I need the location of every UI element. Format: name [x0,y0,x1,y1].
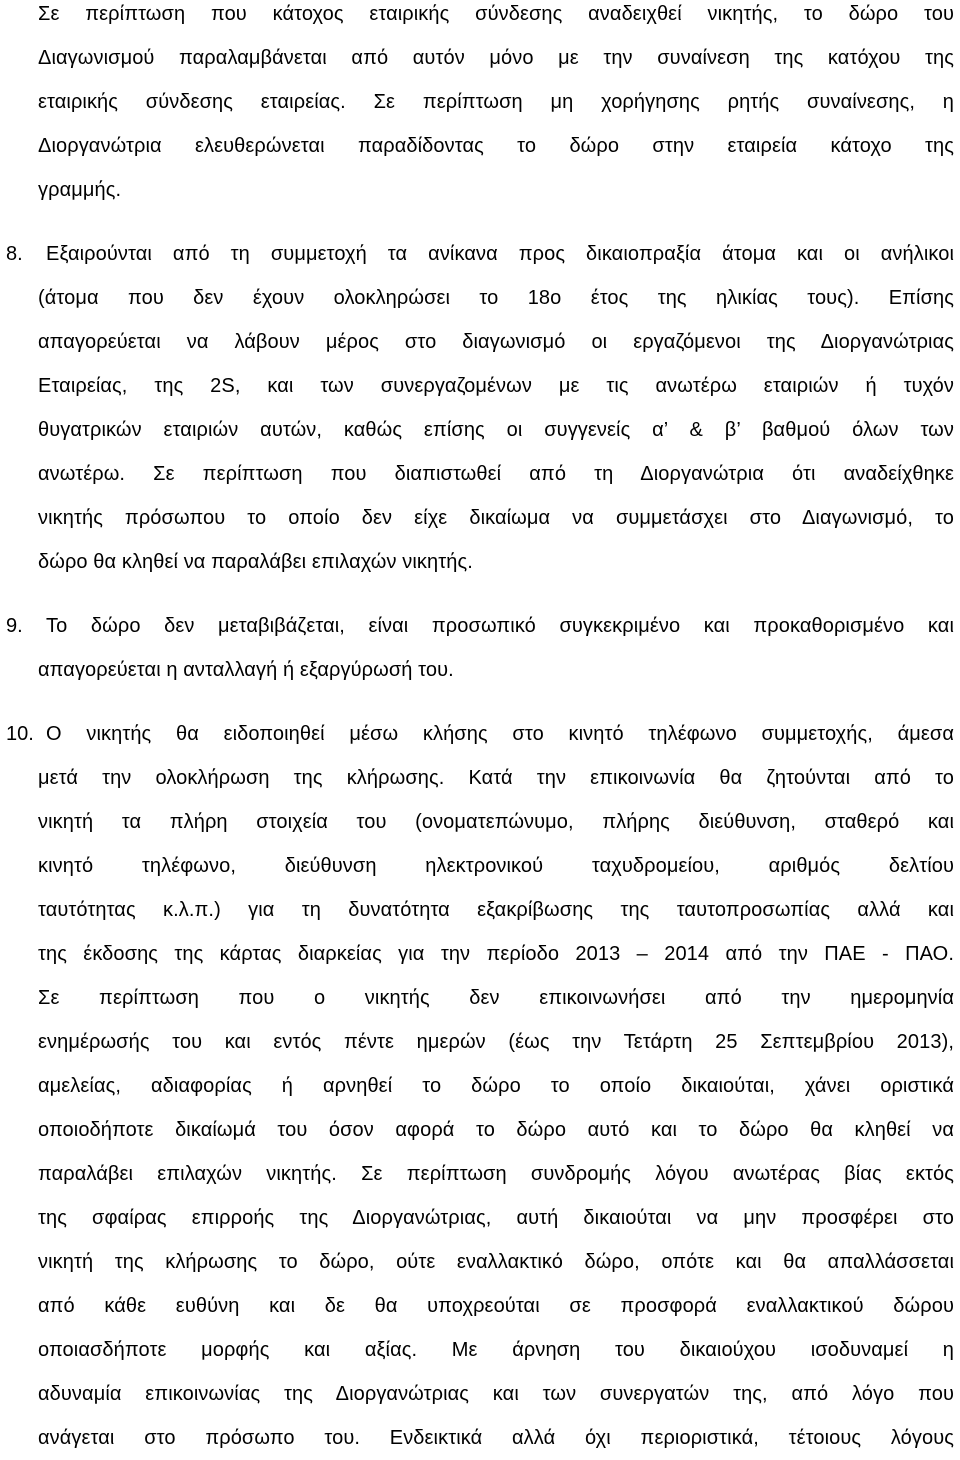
text-line: οποιοδήποτε δικαίωμά του όσον αφορά το δώρο αυτό και το δώρο θα κληθεί να [38,1119,954,1141]
text-line: νικητής πρόσωπου το οποίο δεν είχε δικαίωμα να συμμετάσχει στο Διαγωνισμό, το [38,507,954,529]
text-line: οποιασδήποτε μορφής και αξίας. Με άρνηση του δικαιούχου ισοδυναμεί η [38,1339,954,1361]
item-9 [6,604,954,692]
item-8 [6,232,954,584]
text-line: απαγορεύεται να λάβουν μέρος στο διαγωνισμό οι εργαζόμενοι της Διοργανώτριας [38,331,954,353]
text-line: Διαγωνισμού παραλαμβάνεται από αυτόν μόνο με την συναίνεση της κατόχου της [38,47,954,69]
text-line: Διοργανώτρια ελευθερώνεται παραδίδοντας το δώρο στην εταιρεία κάτοχο της [38,135,954,157]
document-page [6,0,954,1460]
text-line: εταιρικής σύνδεσης εταιρείας. Σε περίπτωση μη χορήγησης ρητής συναίνεσης, η [38,91,954,113]
text-line: Το δώρο δεν μεταβιβάζεται, είναι προσωπικό συγκεκριμένο και προκαθορισμένο και [46,615,954,637]
text-line: θυγατρικών εταιριών αυτών, καθώς επίσης οι συγγενείς α’ & β’ βαθμού όλων των [38,419,954,441]
text-line: αδυναμία επικοινωνίας της Διοργανώτριας και των συνεργατών της, από λόγο που [38,1383,954,1405]
item-number: 9. [6,615,23,637]
text-line: ταυτότητας κ.λ.π.) για τη δυνατότητα εξακρίβωσης της ταυτοπροσωπίας αλλά και [38,899,954,921]
text-line: (άτομα που δεν έχουν ολοκληρώσει το 18ο έτος της ηλικίας τους). Επίσης [38,287,954,309]
text-line: δώρο θα κληθεί να παραλάβει επιλαχών νικητής. [38,551,473,573]
text-line: ανωτέρω. Σε περίπτωση που διαπιστωθεί από τη Διοργανώτρια ότι αναδείχθηκε [38,463,954,485]
intro-paragraph [38,0,954,212]
text-line: της σφαίρας επιρροής της Διοργανώτριας, αυτή δικαιούται να μην προσφέρει στο [38,1207,954,1229]
text-line: Ο νικητής θα ειδοποιηθεί μέσω κλήσης στο κινητό τηλέφωνο συμμετοχής, άμεσα [46,723,954,745]
text-line: από κάθε ευθύνη και δε θα υποχρεούται σε προσφορά εναλλακτικού δώρου [38,1295,954,1317]
text-line: απαγορεύεται η ανταλλαγή ή εξαργύρωσή του. [38,659,454,681]
item-number: 10. [6,723,34,745]
text-line: νικητή τα πλήρη στοιχεία του (ονοματεπώνυμο, πλήρης διεύθυνση, σταθερό και [38,811,954,833]
text-line: κινητό τηλέφωνο, διεύθυνση ηλεκτρονικού ταχυδρομείου, αριθμός δελτίου [38,855,954,877]
text-line: μετά την ολοκλήρωση της κλήρωσης. Κατά την επικοινωνία θα ζητούνται από το [38,767,954,789]
text-line: Εξαιρούνται από τη συμμετοχή τα ανίκανα προς δικαιοπραξία άτομα και οι ανήλικοι [46,243,954,265]
text-line: ενημέρωσής του και εντός πέντε ημερών (έως την Τετάρτη 25 Σεπτεμβρίου 2013), [38,1031,954,1053]
text-line: Σε περίπτωση που ο νικητής δεν επικοινωνήσει από την ημερομηνία [38,987,954,1009]
text-line: νικητή της κλήρωσης το δώρο, ούτε εναλλακτικό δώρο, οπότε και θα απαλλάσσεται [38,1251,954,1273]
item-10 [6,712,954,1460]
text-line: γραμμής. [38,179,122,201]
text-line: της έκδοσης της κάρτας διαρκείας για την περίοδο 2013 – 2014 από την ΠΑΕ - ΠΑΟ. [38,943,954,965]
item-number: 8. [6,243,23,265]
text-line: αμελείας, αδιαφορίας ή αρνηθεί το δώρο το οποίο δικαιούται, χάνει οριστικά [38,1075,954,1097]
text-line: παραλάβει επιλαχών νικητής. Σε περίπτωση συνδρομής λόγου ανωτέρας βίας εκτός [38,1163,954,1185]
text-line: Εταιρείας, της 2S, και των συνεργαζομένων με τις ανωτέρω εταιριών ή τυχόν [38,375,954,397]
text-line: Σε περίπτωση που κάτοχος εταιρικής σύνδεσης αναδειχθεί νικητής, το δώρο του [38,3,954,25]
text-line: ανάγεται στο πρόσωπο του. Ενδεικτικά αλλά όχι περιοριστικά, τέτοιους λόγους [38,1427,954,1449]
